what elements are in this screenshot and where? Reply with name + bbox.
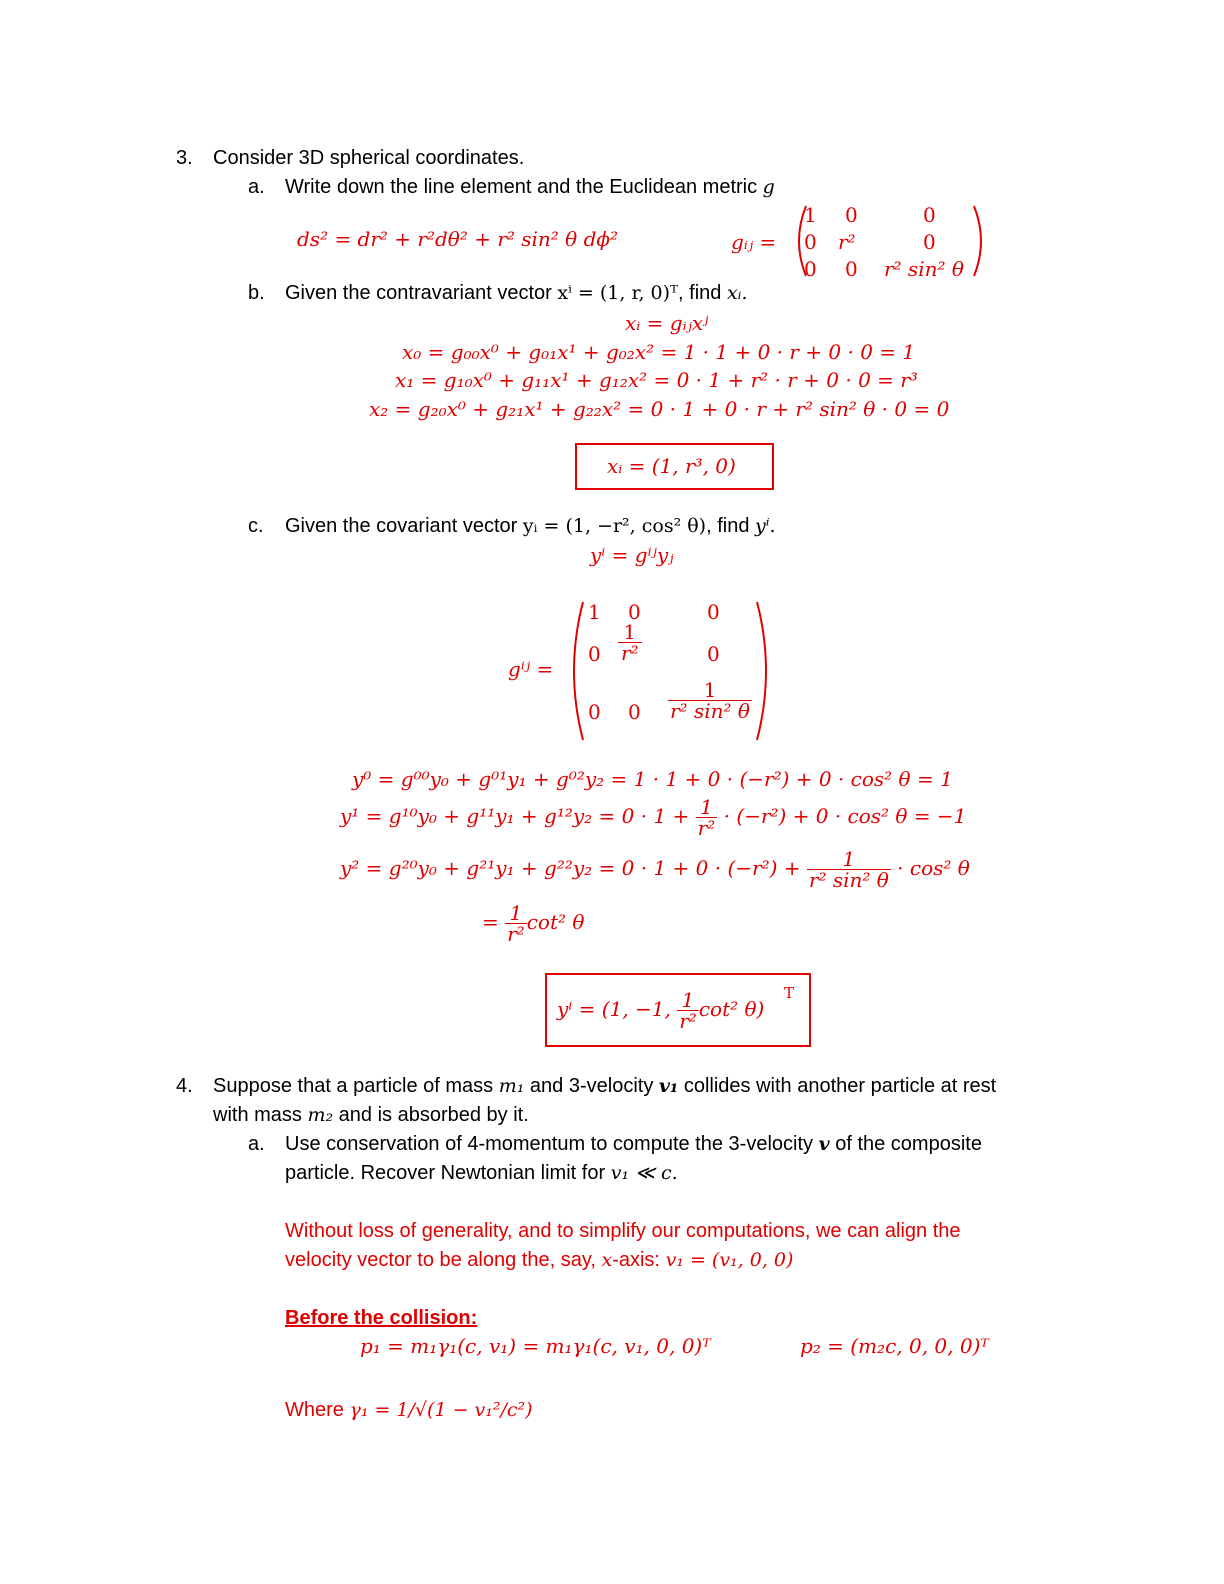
metric-r2c3: 0	[923, 230, 936, 254]
y2-equation	[340, 849, 970, 890]
q4-m1: m₁	[498, 1075, 525, 1097]
y0-equation: y⁰ = g⁰⁰y₀ + g⁰¹y₁ + g⁰²y₂ = 1 · 1 + 0 · (−r²) + 0 · cos² θ = 1	[352, 767, 953, 791]
para2-x: x	[601, 1249, 613, 1271]
q3-title: Consider 3D spherical coordinates.	[213, 147, 525, 169]
metric-right-paren	[974, 206, 981, 276]
q3c-symbol: yⁱ.	[755, 515, 776, 537]
raising-rule: yⁱ = gⁱʲyⱼ	[590, 543, 674, 567]
metric-r3c3: r² sin² θ	[884, 257, 964, 281]
ans-transpose: T	[784, 984, 795, 1002]
inv-r3c1: 0	[588, 700, 601, 724]
inv-r3c3-num: 1	[703, 678, 717, 702]
inv-r3c2: 0	[628, 700, 641, 724]
metric-r1c3: 0	[923, 203, 936, 227]
q4-text-d: with mass	[213, 1104, 302, 1126]
y1-part-a: y¹ = g¹⁰y₀ + g¹¹y₁ + g¹²y₂ = 0 · 1 +	[340, 804, 690, 828]
q4a-text2: of the composite	[835, 1133, 982, 1155]
inv-r2c2-num: 1	[623, 620, 637, 644]
y1-den: r²	[697, 816, 716, 840]
q3b-vector: xⁱ = (1, r, 0)ᵀ	[557, 282, 679, 304]
q4a-limit: v₁ ≪ c.	[610, 1162, 678, 1184]
inv-r2c3: 0	[707, 642, 720, 666]
y2-num: 1	[842, 847, 856, 871]
q3b-prompt: Given the contravariant vector	[285, 282, 552, 304]
q3c-prompt: Given the covariant vector	[285, 515, 518, 537]
y-upper-answer	[557, 990, 764, 1031]
inv-r3c3-den: r² sin² θ	[670, 699, 750, 723]
q3c-find: , find	[706, 515, 750, 537]
q3a-text	[285, 174, 775, 200]
y2c-part-b: cot² θ	[526, 910, 585, 934]
metric-lhs: gᵢⱼ =	[731, 230, 777, 254]
inverse-right-paren	[757, 602, 766, 740]
q4a-text3: particle. Recover Newtonian limit for	[285, 1162, 606, 1184]
inv-r1c2: 0	[628, 600, 641, 624]
q4a-text1: Use conservation of 4-momentum to compute the 3-velocity	[285, 1133, 814, 1155]
inv-r3c3-frac	[668, 680, 752, 721]
q4-v1: v₁	[658, 1075, 679, 1097]
alignment-para-line2	[285, 1247, 793, 1273]
ans-part-a: yⁱ = (1, −1,	[557, 997, 671, 1021]
y1-num: 1	[700, 795, 713, 819]
q4-text-e: and is absorbed by it.	[338, 1104, 529, 1126]
metric-r2c2: r²	[838, 230, 856, 254]
para2-text-b: -axis:	[612, 1249, 660, 1271]
inverse-metric-lhs: gⁱʲ =	[508, 657, 554, 681]
q3a-prompt: Write down the line element and the Euclidean metric	[285, 176, 758, 198]
x1-equation: x₁ = g₁₀x⁰ + g₁₁x¹ + g₁₂x² = 0 · 1 + r² · r + 0 · 0 = r³	[395, 368, 918, 392]
lowering-rule: xᵢ = gᵢⱼxʲ	[625, 311, 709, 335]
q3b-symbol: xᵢ.	[726, 282, 748, 304]
ans-part-b: cot² θ)	[698, 997, 765, 1021]
q4-text-c: collides with another particle at rest	[683, 1075, 997, 1097]
alignment-para-line1: Without loss of generality, and to simplify our computations, we can align the	[285, 1220, 961, 1242]
q4a-line2	[285, 1160, 678, 1186]
q4a-label: a.	[248, 1133, 265, 1155]
before-collision-heading: Before the collision:	[285, 1307, 478, 1329]
inv-r2c2-den: r²	[618, 642, 642, 663]
metric-r3c1: 0	[804, 257, 817, 281]
inv-r1c3: 0	[707, 600, 720, 624]
gamma-definition	[285, 1397, 533, 1423]
p1-equation: p₁ = m₁γ₁(c, v₁) = m₁γ₁(c, v₁, 0, 0)ᵀ	[360, 1334, 711, 1358]
y2-part-a: y² = g²⁰y₀ + g²¹y₁ + g²²y₂ = 0 · 1 + 0 · (−r²) +	[340, 856, 801, 880]
q3-number: 3.	[176, 147, 193, 169]
y2-den: r² sin² θ	[808, 868, 889, 892]
q3b-find: , find	[678, 282, 722, 304]
para2-text-a: velocity vector to be along the, say,	[285, 1249, 596, 1271]
q4-text-a: Suppose that a particle of mass	[213, 1075, 494, 1097]
y2c-num: 1	[509, 901, 523, 925]
gamma-formula: γ₁ = 1/√(1 − v₁²/c²)	[349, 1399, 533, 1421]
y2-part-b: · cos² θ	[897, 856, 970, 880]
q4-m2: m₂	[307, 1104, 334, 1126]
para2-v1: v₁ = (v₁, 0, 0)	[665, 1249, 794, 1271]
metric-r1c2: 0	[845, 203, 858, 227]
p2-equation: p₂ = (m₂c, 0, 0, 0)ᵀ	[800, 1334, 989, 1358]
q3b-text	[285, 280, 748, 306]
q4a-v: v	[818, 1133, 830, 1155]
metric-r1c1: 1	[804, 203, 817, 227]
q3c-vector: yᵢ = (1, −r², cos² θ)	[522, 515, 707, 537]
q3b-label: b.	[248, 282, 265, 304]
y2-continuation	[482, 903, 584, 944]
x-lower-answer: xᵢ = (1, r³, 0)	[607, 454, 736, 478]
q4-text-b: and 3-velocity	[529, 1075, 654, 1097]
x0-equation: x₀ = g₀₀x⁰ + g₀₁x¹ + g₀₂x² = 1 · 1 + 0 · r + 0 · 0 = 1	[402, 340, 916, 364]
q3c-label: c.	[248, 515, 264, 537]
y2c-equals: =	[482, 910, 499, 934]
inv-r2c1: 0	[588, 642, 601, 666]
y1-part-b: · (−r²) + 0 · cos² θ = −1	[723, 804, 967, 828]
line-element: ds² = dr² + r²dθ² + r² sin² θ dϕ²	[297, 227, 619, 251]
q3a-label: a.	[248, 176, 265, 198]
gamma-where: Where	[285, 1399, 344, 1421]
q3a-symbol: g	[762, 176, 775, 198]
q4-line2	[213, 1102, 529, 1128]
q4a-line1	[285, 1131, 982, 1157]
q3c-text	[285, 513, 776, 539]
inverse-left-paren	[574, 602, 583, 740]
x2-equation: x₂ = g₂₀x⁰ + g₂₁x¹ + g₂₂x² = 0 · 1 + 0 · r + r² sin² θ · 0 = 0	[369, 397, 950, 421]
inv-r2c2-frac	[618, 622, 642, 663]
y2c-den: r²	[507, 922, 525, 946]
metric-r2c1: 0	[804, 230, 817, 254]
y1-equation	[340, 797, 966, 838]
q4-number: 4.	[176, 1075, 193, 1097]
ans-den: r²	[679, 1009, 697, 1033]
metric-r3c2: 0	[845, 257, 858, 281]
inv-r1c1: 1	[588, 600, 601, 624]
q4-line1	[213, 1073, 996, 1099]
ans-num: 1	[681, 988, 695, 1012]
